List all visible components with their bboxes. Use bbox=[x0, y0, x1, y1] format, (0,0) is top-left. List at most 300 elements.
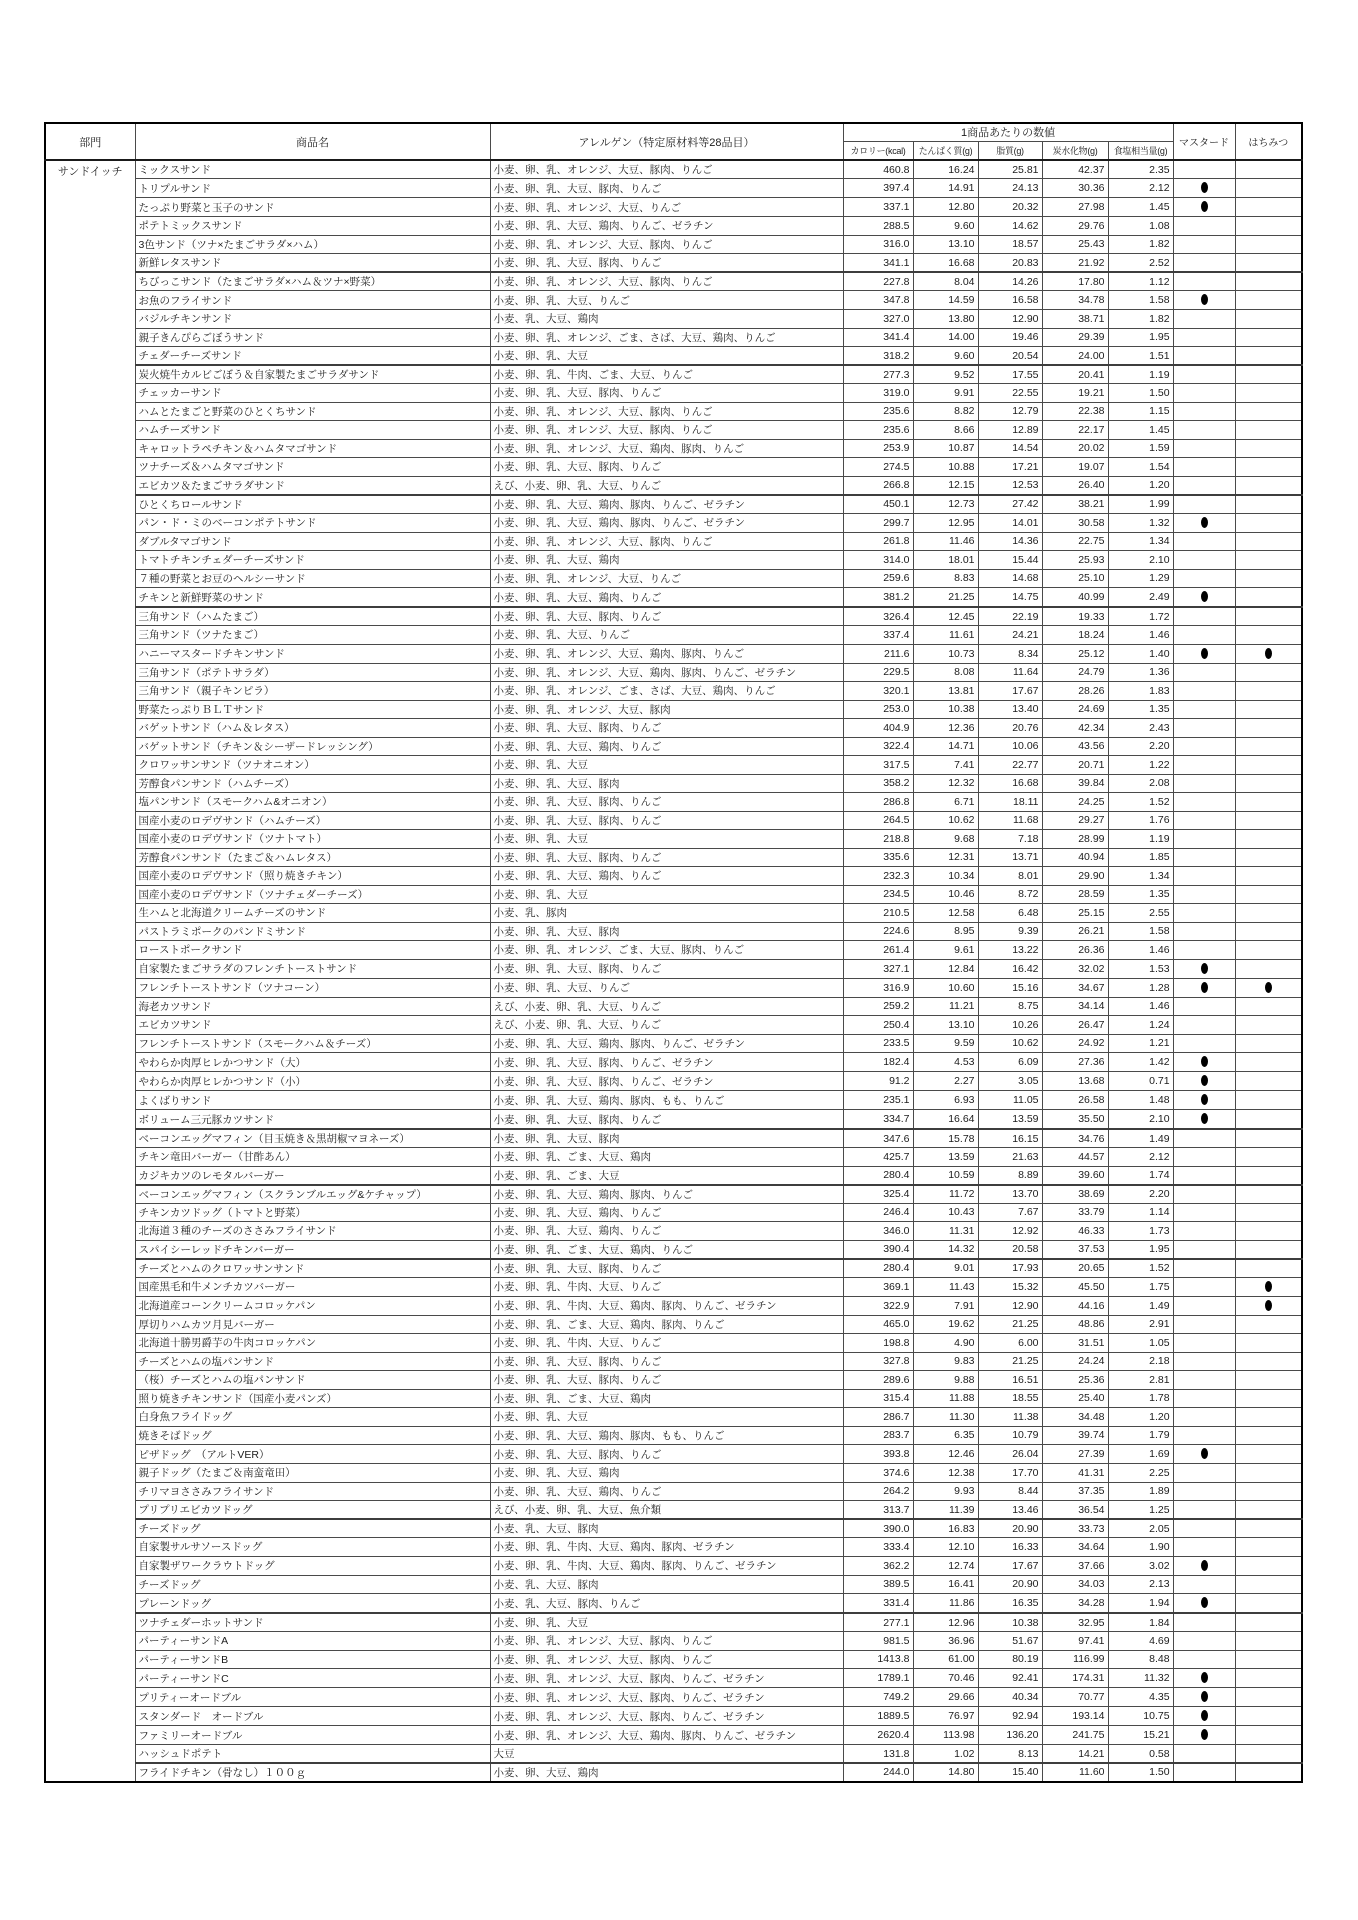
fat-cell: 20.32 bbox=[978, 198, 1042, 217]
salt-cell: 1.49 bbox=[1108, 1296, 1173, 1315]
carbs-cell: 14.21 bbox=[1042, 1745, 1108, 1764]
carbs-cell: 24.00 bbox=[1042, 347, 1108, 366]
honey-cell bbox=[1235, 1632, 1302, 1651]
allergen-cell: 小麦、卵、乳、大豆 bbox=[490, 830, 843, 849]
table-row bbox=[45, 291, 1302, 310]
product-name-cell: バゲットサンド（ハム＆レタス） bbox=[135, 719, 490, 738]
product-name-cell: クロワッサンサンド（ツナオニオン） bbox=[135, 756, 490, 775]
salt-cell: 1.46 bbox=[1108, 997, 1173, 1016]
carbs-cell: 20.65 bbox=[1042, 1259, 1108, 1278]
protein-cell: 9.60 bbox=[913, 217, 978, 236]
allergen-cell: 小麦、卵、乳、大豆、豚肉 bbox=[490, 774, 843, 793]
mustard-cell bbox=[1173, 719, 1235, 738]
protein-cell: 12.84 bbox=[913, 959, 978, 978]
table-row bbox=[45, 663, 1302, 682]
table-row bbox=[45, 719, 1302, 738]
table-row bbox=[45, 365, 1302, 384]
table-row bbox=[45, 1763, 1302, 1782]
table-row bbox=[45, 1538, 1302, 1557]
mustard-dot bbox=[1201, 294, 1208, 305]
honey-cell bbox=[1235, 160, 1302, 179]
product-name-cell: 国産小麦のロデヴサンド（照り焼きチキン） bbox=[135, 867, 490, 886]
fat-cell: 6.00 bbox=[978, 1334, 1042, 1353]
carbs-cell: 27.98 bbox=[1042, 198, 1108, 217]
carbs-cell: 33.79 bbox=[1042, 1203, 1108, 1222]
honey-cell bbox=[1235, 1148, 1302, 1167]
product-name-cell: 国産小麦のロデヴサンド（ハムチーズ） bbox=[135, 811, 490, 830]
mustard-cell bbox=[1173, 997, 1235, 1016]
protein-cell: 12.36 bbox=[913, 719, 978, 738]
salt-cell: 11.32 bbox=[1108, 1669, 1173, 1688]
allergen-cell: 小麦、卵、乳、ごま、大豆、鶏肉、豚肉、りんご bbox=[490, 1315, 843, 1334]
protein-cell: 2.27 bbox=[913, 1072, 978, 1091]
calories-cell: 460.8 bbox=[843, 160, 913, 179]
honey-cell bbox=[1235, 1110, 1302, 1130]
table-row bbox=[45, 1277, 1302, 1296]
carbs-cell: 70.77 bbox=[1042, 1688, 1108, 1707]
carbs-cell: 39.74 bbox=[1042, 1426, 1108, 1445]
table-row bbox=[45, 272, 1302, 291]
allergen-cell: 小麦、卵、乳、ごま、大豆、鶏肉、りんご bbox=[490, 1240, 843, 1259]
product-name-cell: 三角サンド（親子キンピラ） bbox=[135, 682, 490, 701]
carbs-cell: 34.03 bbox=[1042, 1575, 1108, 1594]
table-row bbox=[45, 811, 1302, 830]
mustard-cell bbox=[1173, 551, 1235, 570]
salt-cell: 1.24 bbox=[1108, 1016, 1173, 1035]
mustard-cell bbox=[1173, 1091, 1235, 1110]
product-name-cell: 北海道３種のチーズのささみフライサンド bbox=[135, 1222, 490, 1241]
allergen-cell: えび、小麦、卵、乳、大豆、魚介類 bbox=[490, 1501, 843, 1520]
salt-cell: 1.50 bbox=[1108, 1763, 1173, 1782]
carbs-cell: 38.21 bbox=[1042, 495, 1108, 514]
fat-cell: 13.40 bbox=[978, 700, 1042, 719]
mustard-cell bbox=[1173, 682, 1235, 701]
salt-cell: 1.82 bbox=[1108, 235, 1173, 254]
protein-cell: 10.87 bbox=[913, 439, 978, 458]
carbs-cell: 34.67 bbox=[1042, 978, 1108, 997]
protein-cell: 12.10 bbox=[913, 1538, 978, 1557]
protein-cell: 10.62 bbox=[913, 811, 978, 830]
honey-cell bbox=[1235, 941, 1302, 960]
product-name-cell: ちびっこサンド（たまごサラダ×ハム＆ツナ×野菜） bbox=[135, 272, 490, 291]
product-name-cell: 新鮮レタスサンド bbox=[135, 254, 490, 273]
mustard-dot bbox=[1201, 1691, 1208, 1702]
salt-cell: 2.52 bbox=[1108, 254, 1173, 273]
fat-cell: 10.38 bbox=[978, 1613, 1042, 1632]
fat-cell: 8.13 bbox=[978, 1745, 1042, 1764]
calories-cell: 288.5 bbox=[843, 217, 913, 236]
allergen-cell: 小麦、卵、乳、大豆 bbox=[490, 885, 843, 904]
honey-cell bbox=[1235, 1203, 1302, 1222]
allergen-cell: 小麦、卵、乳、大豆、鶏肉、りんご bbox=[490, 1482, 843, 1501]
calories-cell: 274.5 bbox=[843, 458, 913, 477]
fat-cell: 14.62 bbox=[978, 217, 1042, 236]
product-name-cell: ベーコンエッグマフィン（スクランブルエッグ&ケチャップ） bbox=[135, 1185, 490, 1204]
protein-cell: 7.91 bbox=[913, 1296, 978, 1315]
calories-cell: 313.7 bbox=[843, 1501, 913, 1520]
carbs-cell: 193.14 bbox=[1042, 1707, 1108, 1726]
salt-cell: 1.20 bbox=[1108, 476, 1173, 495]
product-name-cell: スタンダード オードブル bbox=[135, 1707, 490, 1726]
salt-cell: 1.19 bbox=[1108, 830, 1173, 849]
allergen-cell: 小麦、卵、乳、大豆、鶏肉 bbox=[490, 551, 843, 570]
allergen-cell: 小麦、卵、乳、オレンジ、大豆、豚肉、りんご bbox=[490, 235, 843, 254]
carbs-cell: 34.64 bbox=[1042, 1538, 1108, 1557]
carbs-cell: 44.16 bbox=[1042, 1296, 1108, 1315]
mustard-cell bbox=[1173, 1632, 1235, 1651]
product-name-cell: 焼きそばドッグ bbox=[135, 1426, 490, 1445]
product-name-cell: エビカツ＆たまごサラダサンド bbox=[135, 476, 490, 495]
product-name-cell: フライドチキン（骨なし）１００ｇ bbox=[135, 1763, 490, 1782]
carbs-cell: 13.68 bbox=[1042, 1072, 1108, 1091]
calories-cell: 264.5 bbox=[843, 811, 913, 830]
table-row bbox=[45, 737, 1302, 756]
table-row bbox=[45, 1464, 1302, 1483]
protein-cell: 16.68 bbox=[913, 254, 978, 273]
calories-cell: 218.8 bbox=[843, 830, 913, 849]
allergen-cell: 小麦、卵、乳、大豆、鶏肉、豚肉、もも、りんご bbox=[490, 1426, 843, 1445]
allergen-cell: 小麦、卵、乳、オレンジ、大豆、豚肉、りんご bbox=[490, 1632, 843, 1651]
product-name-cell: ７種の野菜とお豆のヘルシーサンド bbox=[135, 569, 490, 588]
fat-cell: 14.26 bbox=[978, 272, 1042, 291]
product-name-cell: キャロットラペチキン＆ハムタマゴサンド bbox=[135, 439, 490, 458]
protein-cell: 9.52 bbox=[913, 365, 978, 384]
col-header-protein: たんぱく質(g) bbox=[913, 141, 978, 160]
fat-cell: 21.63 bbox=[978, 1148, 1042, 1167]
salt-cell: 2.20 bbox=[1108, 737, 1173, 756]
honey-cell bbox=[1235, 198, 1302, 217]
table-row bbox=[45, 830, 1302, 849]
product-name-cell: 芳醇食パンサンド（たまご＆ハムレタス） bbox=[135, 848, 490, 867]
product-name-cell: バゲットサンド（チキン＆シーザードレッシング） bbox=[135, 737, 490, 756]
honey-cell bbox=[1235, 1166, 1302, 1185]
fat-cell: 21.25 bbox=[978, 1315, 1042, 1334]
product-name-cell: ローストポークサンド bbox=[135, 941, 490, 960]
salt-cell: 15.21 bbox=[1108, 1726, 1173, 1745]
salt-cell: 1.52 bbox=[1108, 793, 1173, 812]
col-header-calories: カロリー(kcal) bbox=[843, 141, 913, 160]
honey-cell bbox=[1235, 1389, 1302, 1408]
fat-cell: 11.05 bbox=[978, 1091, 1042, 1110]
salt-cell: 1.78 bbox=[1108, 1389, 1173, 1408]
mustard-cell bbox=[1173, 1426, 1235, 1445]
carbs-cell: 22.17 bbox=[1042, 421, 1108, 440]
table-row bbox=[45, 217, 1302, 236]
allergen-cell: 小麦、卵、乳、大豆、鶏肉、豚肉、りんご、ゼラチン bbox=[490, 513, 843, 532]
mustard-cell bbox=[1173, 1259, 1235, 1278]
product-name-cell: ハッシュドポテト bbox=[135, 1745, 490, 1764]
allergen-cell: 小麦、卵、乳、ごま、大豆、鶏肉 bbox=[490, 1389, 843, 1408]
allergen-cell: 小麦、卵、乳、オレンジ、大豆、豚肉、りんご bbox=[490, 272, 843, 291]
allergen-cell: えび、小麦、卵、乳、大豆、りんご bbox=[490, 1016, 843, 1035]
protein-cell: 12.96 bbox=[913, 1613, 978, 1632]
product-name-cell: よくばりサンド bbox=[135, 1091, 490, 1110]
allergen-cell: 小麦、卵、乳、オレンジ、大豆、豚肉、りんご bbox=[490, 1650, 843, 1669]
honey-dot bbox=[1265, 648, 1272, 659]
protein-cell: 12.58 bbox=[913, 904, 978, 923]
protein-cell: 10.43 bbox=[913, 1203, 978, 1222]
product-name-cell: 白身魚フライドッグ bbox=[135, 1408, 490, 1427]
calories-cell: 450.1 bbox=[843, 495, 913, 514]
salt-cell: 1.40 bbox=[1108, 644, 1173, 663]
salt-cell: 1.74 bbox=[1108, 1166, 1173, 1185]
product-name-cell: 照り焼きチキンサンド（国産小麦パンズ） bbox=[135, 1389, 490, 1408]
allergen-cell: 小麦、卵、乳、大豆、鶏肉、りんご bbox=[490, 737, 843, 756]
protein-cell: 9.61 bbox=[913, 941, 978, 960]
fat-cell: 8.89 bbox=[978, 1166, 1042, 1185]
carbs-cell: 174.31 bbox=[1042, 1669, 1108, 1688]
salt-cell: 1.54 bbox=[1108, 458, 1173, 477]
table-row bbox=[45, 254, 1302, 273]
protein-cell: 12.38 bbox=[913, 1464, 978, 1483]
honey-cell bbox=[1235, 663, 1302, 682]
allergen-cell: 小麦、卵、乳、ごま、大豆、鶏肉 bbox=[490, 1148, 843, 1167]
fat-cell: 16.51 bbox=[978, 1371, 1042, 1390]
honey-cell bbox=[1235, 1594, 1302, 1614]
calories-cell: 266.8 bbox=[843, 476, 913, 495]
table-row bbox=[45, 458, 1302, 477]
calories-cell: 244.0 bbox=[843, 1763, 913, 1782]
protein-cell: 61.00 bbox=[913, 1650, 978, 1669]
calories-cell: 250.4 bbox=[843, 1016, 913, 1035]
table-row bbox=[45, 1240, 1302, 1259]
fat-cell: 12.92 bbox=[978, 1222, 1042, 1241]
protein-cell: 9.01 bbox=[913, 1259, 978, 1278]
mustard-cell bbox=[1173, 384, 1235, 403]
fat-cell: 6.09 bbox=[978, 1053, 1042, 1072]
honey-cell bbox=[1235, 495, 1302, 514]
protein-cell: 6.71 bbox=[913, 793, 978, 812]
mustard-cell bbox=[1173, 291, 1235, 310]
protein-cell: 6.35 bbox=[913, 1426, 978, 1445]
mustard-cell bbox=[1173, 235, 1235, 254]
table-row bbox=[45, 1352, 1302, 1371]
product-name-cell: 塩パンサンド（スモークハム&オニオン） bbox=[135, 793, 490, 812]
table-row bbox=[45, 922, 1302, 941]
salt-cell: 2.20 bbox=[1108, 1185, 1173, 1204]
mustard-cell bbox=[1173, 1072, 1235, 1091]
honey-cell bbox=[1235, 1315, 1302, 1334]
table-row bbox=[45, 1110, 1302, 1130]
fat-cell: 12.90 bbox=[978, 1296, 1042, 1315]
calories-cell: 232.3 bbox=[843, 867, 913, 886]
allergen-nutrition-table bbox=[44, 122, 1303, 1783]
salt-cell: 1.83 bbox=[1108, 682, 1173, 701]
calories-cell: 253.0 bbox=[843, 700, 913, 719]
carbs-cell: 42.34 bbox=[1042, 719, 1108, 738]
fat-cell: 92.41 bbox=[978, 1669, 1042, 1688]
salt-cell: 1.34 bbox=[1108, 867, 1173, 886]
salt-cell: 1.94 bbox=[1108, 1594, 1173, 1614]
mustard-cell bbox=[1173, 885, 1235, 904]
calories-cell: 227.8 bbox=[843, 272, 913, 291]
allergen-cell: 小麦、卵、乳、オレンジ、大豆、豚肉、りんご、ゼラチン bbox=[490, 1669, 843, 1688]
mustard-cell bbox=[1173, 1594, 1235, 1614]
table-row bbox=[45, 1296, 1302, 1315]
honey-cell bbox=[1235, 922, 1302, 941]
salt-cell: 1.35 bbox=[1108, 885, 1173, 904]
honey-cell bbox=[1235, 1556, 1302, 1575]
salt-cell: 1.21 bbox=[1108, 1034, 1173, 1053]
col-header-per-item-values: 1商品あたりの数値 bbox=[843, 123, 1173, 141]
salt-cell: 1.32 bbox=[1108, 513, 1173, 532]
carbs-cell: 32.02 bbox=[1042, 959, 1108, 978]
protein-cell: 14.80 bbox=[913, 1763, 978, 1782]
allergen-cell: 小麦、卵、乳、大豆、豚肉、りんご bbox=[490, 254, 843, 273]
protein-cell: 21.25 bbox=[913, 588, 978, 608]
mustard-cell bbox=[1173, 1688, 1235, 1707]
calories-cell: 261.4 bbox=[843, 941, 913, 960]
carbs-cell: 26.47 bbox=[1042, 1016, 1108, 1035]
honey-cell bbox=[1235, 737, 1302, 756]
honey-cell bbox=[1235, 1501, 1302, 1520]
protein-cell: 11.72 bbox=[913, 1185, 978, 1204]
fat-cell: 20.54 bbox=[978, 347, 1042, 366]
allergen-cell: 小麦、乳、大豆、鶏肉 bbox=[490, 310, 843, 329]
carbs-cell: 26.21 bbox=[1042, 922, 1108, 941]
salt-cell: 2.05 bbox=[1108, 1519, 1173, 1538]
honey-cell bbox=[1235, 1016, 1302, 1035]
carbs-cell: 37.35 bbox=[1042, 1482, 1108, 1501]
allergen-cell: 小麦、卵、乳、大豆、豚肉、りんご bbox=[490, 959, 843, 978]
allergen-cell: 小麦、卵、乳、大豆、豚肉、りんご bbox=[490, 811, 843, 830]
allergen-cell: 小麦、卵、乳、牛肉、大豆、りんご bbox=[490, 1334, 843, 1353]
salt-cell: 1.19 bbox=[1108, 365, 1173, 384]
honey-cell bbox=[1235, 347, 1302, 366]
mustard-cell bbox=[1173, 1315, 1235, 1334]
protein-cell: 14.00 bbox=[913, 328, 978, 347]
honey-cell bbox=[1235, 1464, 1302, 1483]
table-row bbox=[45, 1556, 1302, 1575]
carbs-cell: 43.56 bbox=[1042, 737, 1108, 756]
table-row bbox=[45, 1371, 1302, 1390]
mustard-cell bbox=[1173, 904, 1235, 923]
allergen-cell: 小麦、卵、乳、オレンジ、大豆、りんご bbox=[490, 569, 843, 588]
mustard-cell bbox=[1173, 1445, 1235, 1464]
protein-cell: 9.68 bbox=[913, 830, 978, 849]
allergen-cell: 小麦、卵、乳、大豆、鶏肉、りんご bbox=[490, 1222, 843, 1241]
mustard-dot bbox=[1201, 1075, 1208, 1086]
mustard-cell bbox=[1173, 1148, 1235, 1167]
table-row bbox=[45, 1408, 1302, 1427]
salt-cell: 1.08 bbox=[1108, 217, 1173, 236]
mustard-cell bbox=[1173, 830, 1235, 849]
product-name-cell: ツナチーズ＆ハムタマゴサンド bbox=[135, 458, 490, 477]
calories-cell: 2620.4 bbox=[843, 1726, 913, 1745]
calories-cell: 235.1 bbox=[843, 1091, 913, 1110]
mustard-cell bbox=[1173, 310, 1235, 329]
protein-cell: 9.91 bbox=[913, 384, 978, 403]
fat-cell: 40.34 bbox=[978, 1688, 1042, 1707]
calories-cell: 362.2 bbox=[843, 1556, 913, 1575]
allergen-cell: 小麦、卵、乳、ごま、大豆 bbox=[490, 1166, 843, 1185]
protein-cell: 13.80 bbox=[913, 310, 978, 329]
honey-cell bbox=[1235, 607, 1302, 626]
calories-cell: 316.0 bbox=[843, 235, 913, 254]
mustard-dot bbox=[1201, 1729, 1208, 1740]
allergen-cell: 小麦、卵、乳、オレンジ、大豆、豚肉 bbox=[490, 700, 843, 719]
col-header-salt: 食塩相当量(g) bbox=[1108, 141, 1173, 160]
carbs-cell: 45.50 bbox=[1042, 1277, 1108, 1296]
fat-cell: 10.26 bbox=[978, 1016, 1042, 1035]
calories-cell: 749.2 bbox=[843, 1688, 913, 1707]
honey-cell bbox=[1235, 811, 1302, 830]
carbs-cell: 25.36 bbox=[1042, 1371, 1108, 1390]
carbs-cell: 40.99 bbox=[1042, 588, 1108, 608]
honey-cell bbox=[1235, 1613, 1302, 1632]
carbs-cell: 34.48 bbox=[1042, 1408, 1108, 1427]
fat-cell: 16.15 bbox=[978, 1129, 1042, 1148]
table-row bbox=[45, 328, 1302, 347]
mustard-cell bbox=[1173, 1575, 1235, 1594]
salt-cell: 1.95 bbox=[1108, 328, 1173, 347]
fat-cell: 13.22 bbox=[978, 941, 1042, 960]
product-name-cell: パン・ド・ミのベーコンポテトサンド bbox=[135, 513, 490, 532]
product-name-cell: トリプルサンド bbox=[135, 179, 490, 198]
honey-cell bbox=[1235, 904, 1302, 923]
protein-cell: 8.82 bbox=[913, 402, 978, 421]
calories-cell: 327.8 bbox=[843, 1352, 913, 1371]
table-row bbox=[45, 1707, 1302, 1726]
fat-cell: 13.46 bbox=[978, 1501, 1042, 1520]
product-name-cell: ボリューム三元豚カツサンド bbox=[135, 1110, 490, 1130]
product-name-cell: ツナチェダーホットサンド bbox=[135, 1613, 490, 1632]
honey-cell bbox=[1235, 235, 1302, 254]
protein-cell: 13.10 bbox=[913, 1016, 978, 1035]
table-row bbox=[45, 978, 1302, 997]
mustard-cell bbox=[1173, 626, 1235, 645]
protein-cell: 16.64 bbox=[913, 1110, 978, 1130]
calories-cell: 253.9 bbox=[843, 439, 913, 458]
mustard-cell bbox=[1173, 1166, 1235, 1185]
carbs-cell: 34.28 bbox=[1042, 1594, 1108, 1614]
protein-cell: 10.59 bbox=[913, 1166, 978, 1185]
carbs-cell: 38.71 bbox=[1042, 310, 1108, 329]
salt-cell: 1.22 bbox=[1108, 756, 1173, 775]
mustard-dot bbox=[1201, 1113, 1208, 1124]
mustard-cell bbox=[1173, 217, 1235, 236]
honey-cell bbox=[1235, 644, 1302, 663]
table-row bbox=[45, 1594, 1302, 1614]
allergen-cell: 小麦、卵、乳、大豆、豚肉、りんご bbox=[490, 1259, 843, 1278]
honey-cell bbox=[1235, 1053, 1302, 1072]
honey-cell bbox=[1235, 1426, 1302, 1445]
table-row bbox=[45, 1688, 1302, 1707]
mustard-cell bbox=[1173, 959, 1235, 978]
honey-cell bbox=[1235, 1726, 1302, 1745]
mustard-cell bbox=[1173, 421, 1235, 440]
table-row bbox=[45, 626, 1302, 645]
carbs-cell: 24.92 bbox=[1042, 1034, 1108, 1053]
allergen-cell: 小麦、卵、乳、オレンジ、大豆、りんご bbox=[490, 198, 843, 217]
mustard-cell bbox=[1173, 1519, 1235, 1538]
table-header bbox=[45, 123, 1302, 160]
table-row bbox=[45, 904, 1302, 923]
honey-cell bbox=[1235, 421, 1302, 440]
calories-cell: 335.6 bbox=[843, 848, 913, 867]
allergen-cell: 小麦、卵、乳、大豆、豚肉、りんご bbox=[490, 179, 843, 198]
salt-cell: 1.35 bbox=[1108, 700, 1173, 719]
product-name-cell: 芳醇食パンサンド（ハムチーズ） bbox=[135, 774, 490, 793]
honey-cell bbox=[1235, 1745, 1302, 1764]
calories-cell: 358.2 bbox=[843, 774, 913, 793]
allergen-cell: 小麦、卵、乳、オレンジ、大豆、豚肉、りんご bbox=[490, 402, 843, 421]
fat-cell: 9.39 bbox=[978, 922, 1042, 941]
honey-cell bbox=[1235, 1707, 1302, 1726]
mustard-dot bbox=[1201, 1094, 1208, 1105]
protein-cell: 8.83 bbox=[913, 569, 978, 588]
protein-cell: 12.32 bbox=[913, 774, 978, 793]
